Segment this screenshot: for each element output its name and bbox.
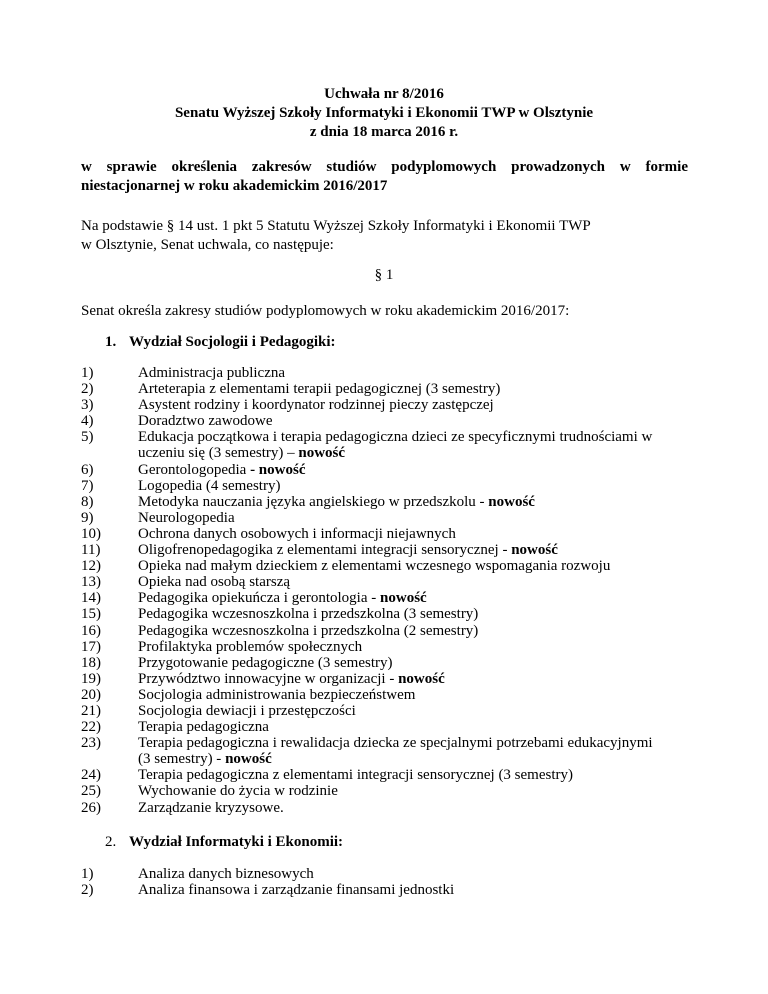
item-number: 3): [81, 397, 94, 414]
new-badge: nowość: [488, 493, 535, 510]
item-number: 10): [81, 525, 101, 542]
list-item: [81, 574, 681, 590]
new-badge: nowość: [298, 445, 346, 462]
item-text: Socjologia administrowania bezpieczeństwem: [138, 686, 416, 703]
new-badge: nowość: [511, 542, 558, 559]
item-continuation-text: (3 semestry) -: [138, 751, 226, 768]
item-number: 2): [81, 381, 94, 398]
faculty-2-list: [81, 866, 681, 898]
new-badge: - nowość: [250, 461, 306, 478]
item-number: 4): [81, 413, 94, 430]
item-number: 25): [81, 783, 101, 800]
item-number: 22): [81, 719, 101, 736]
list-item: [81, 462, 681, 478]
item-text: Doradztwo zawodowe: [138, 413, 273, 430]
item-text: Pedagogika opiekuńcza i gerontologia -: [138, 590, 381, 607]
item-number: 24): [81, 767, 101, 784]
section-number: 1.: [105, 334, 117, 350]
subject-line-2: niestacjonarnej w roku akademickim 2016/2017: [81, 178, 388, 194]
list-item: [81, 767, 681, 783]
item-text: Administracja publiczna: [138, 365, 286, 381]
item-text: Neurologopedia: [138, 509, 235, 526]
item-text: Edukacja początkowa i terapia pedagogiczna dzieci ze specyficznymi trudnościami w: [138, 429, 653, 446]
item-text: Gerontologopedia: [138, 461, 251, 478]
list-item: [81, 687, 681, 703]
item-continuation: [138, 445, 681, 461]
item-text: Asystent rodziny i koordynator rodzinnej pieczy zastępczej: [138, 397, 494, 414]
list-item: [81, 866, 681, 882]
list-item: [81, 381, 681, 397]
item-number: 2): [81, 882, 94, 899]
basis-line-1: Na podstawie § 14 ust. 1 pkt 5 Statutu Wyższej Szkoły Informatyki i Ekonomii TWP: [81, 218, 591, 234]
item-number: 14): [81, 590, 101, 607]
item-number: 1): [81, 866, 94, 882]
list-item: [81, 478, 681, 494]
list-item: [81, 882, 681, 898]
intro-text: Senat określa zakresy studiów podyplomowych w roku akademickim 2016/2017:: [81, 303, 570, 319]
list-item: [81, 735, 681, 767]
section-title: Wydział Socjologii i Pedagogiki:: [129, 334, 336, 350]
list-item: [81, 494, 681, 510]
item-text: Przywództwo innowacyjne w organizacji -: [138, 670, 399, 687]
item-number: 23): [81, 735, 101, 752]
basis-line-2: w Olsztynie, Senat uchwala, co następuje:: [81, 237, 334, 253]
item-number: 8): [81, 493, 94, 510]
item-number: 1): [81, 365, 94, 381]
item-number: 11): [81, 542, 101, 559]
new-badge: nowość: [398, 670, 445, 687]
item-text: Pedagogika wczesnoszkolna i przedszkolna (2 semestry): [138, 622, 479, 639]
item-text: Przygotowanie pedagogiczne (3 semestry): [138, 654, 393, 671]
section-heading-1: [105, 334, 336, 351]
list-item: [81, 783, 681, 799]
resolution-subject: [81, 158, 688, 196]
senate-name: Senatu Wyższej Szkoły Informatyki i Ekonomii TWP w Olsztynie: [174, 105, 594, 121]
item-text: Wychowanie do życia w rodzinie: [138, 783, 338, 800]
item-text: Opieka nad małym dzieckiem z elementami wczesnego wspomagania rozwoju: [138, 558, 611, 575]
item-number: 9): [81, 509, 94, 526]
item-continuation: [138, 751, 681, 767]
item-number: 15): [81, 606, 101, 623]
resolution-date: z dnia 18 marca 2016 r.: [309, 124, 459, 140]
section-number: 2.: [105, 834, 117, 850]
item-text: Terapia pedagogiczna z elementami integracji sensorycznej (3 semestry): [138, 767, 573, 784]
item-number: 13): [81, 574, 101, 591]
list-item: [81, 526, 681, 542]
list-item: [81, 413, 681, 429]
item-text: Opieka nad osobą starszą: [138, 574, 291, 591]
item-number: 6): [81, 461, 94, 478]
item-number: 21): [81, 702, 101, 719]
item-number: 18): [81, 654, 101, 671]
list-item: [81, 703, 681, 719]
resolution-header: [0, 85, 768, 142]
subject-line-1: w sprawie określenia zakresów studiów podyplomowych prowadzonych w formie: [81, 159, 688, 175]
faculty-1-list: [81, 365, 681, 816]
item-text: Terapia pedagogiczna: [138, 719, 269, 736]
item-number: 26): [81, 799, 101, 816]
item-number: 17): [81, 638, 101, 655]
item-text: Socjologia dewiacji i przestępczości: [138, 702, 356, 719]
item-text: Metodyka nauczania języka angielskiego w przedszkolu -: [138, 493, 489, 510]
item-text: Analiza danych biznesowych: [138, 866, 314, 882]
section-heading-2: [105, 834, 343, 851]
list-item: [81, 558, 681, 574]
item-text: Profilaktyka problemów społecznych: [138, 638, 363, 655]
list-item: [81, 365, 681, 381]
item-number: 20): [81, 686, 101, 703]
item-text: Ochrona danych osobowych i informacji niejawnych: [138, 525, 456, 542]
item-text: Logopedia (4 semestry): [138, 477, 281, 494]
list-item: [81, 639, 681, 655]
list-item: [81, 510, 681, 526]
list-item: [81, 590, 681, 606]
item-text: Oligofrenopedagogika z elementami integracji sensorycznej -: [138, 542, 512, 559]
item-text: Arteterapia z elementami terapii pedagogicznej (3 semestry): [138, 381, 501, 398]
item-text: Analiza finansowa i zarządzanie finansami jednostki: [138, 882, 455, 899]
item-continuation-text: uczeniu się (3 semestry) –: [138, 445, 299, 462]
list-item: [81, 719, 681, 735]
new-badge: nowość: [225, 751, 272, 768]
item-number: 12): [81, 558, 101, 575]
item-text: Zarządzanie kryzysowe.: [138, 799, 284, 816]
item-number: 19): [81, 670, 101, 687]
list-item: [81, 671, 681, 687]
item-number: 7): [81, 477, 94, 494]
paragraph-mark: § 1: [374, 267, 394, 283]
list-item: [81, 429, 681, 461]
list-item: [81, 606, 681, 622]
item-number: 16): [81, 622, 101, 639]
list-item: [81, 623, 681, 639]
item-number: 5): [81, 429, 94, 446]
legal-basis: [81, 217, 701, 255]
list-item: [81, 655, 681, 671]
list-item: [81, 542, 681, 558]
item-text: Terapia pedagogiczna i rewalidacja dziecka ze specjalnymi potrzebami edukacyjnymi: [138, 735, 653, 752]
resolution-number: Uchwała nr 8/2016: [324, 86, 444, 102]
item-text: Pedagogika wczesnoszkolna i przedszkolna (3 semestry): [138, 606, 479, 623]
list-item: [81, 800, 681, 816]
new-badge: nowość: [380, 590, 427, 607]
section-title: Wydział Informatyki i Ekonomii:: [129, 834, 344, 850]
list-item: [81, 397, 681, 413]
